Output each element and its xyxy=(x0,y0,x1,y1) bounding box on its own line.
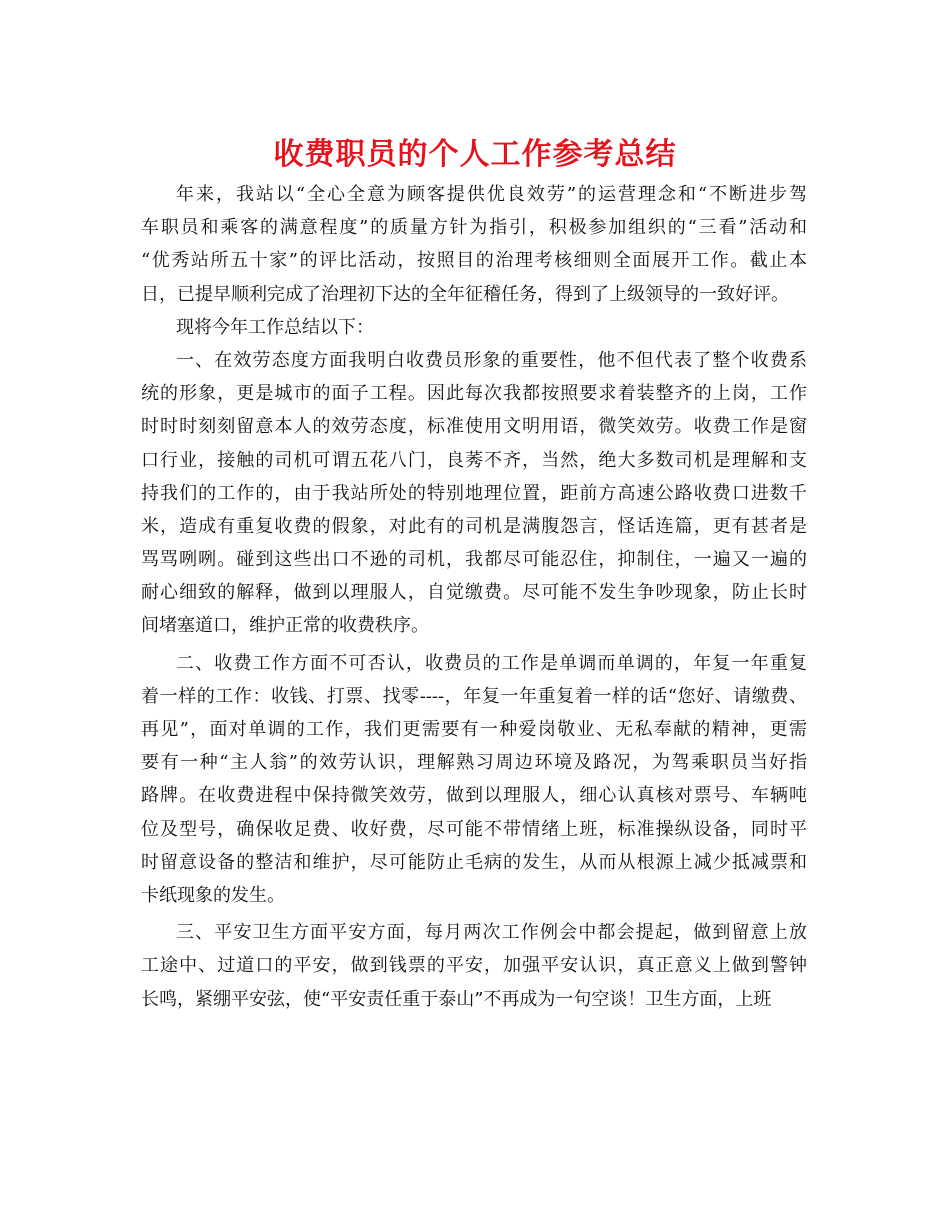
paragraph-line: 年来，我站以“全心全意为顾客提供优良效劳”的运营理念和“不断进步驾 xyxy=(176,184,807,205)
paragraph-line: 位及型号，确保收足费、收好费，尽可能不带情绪上班，标准操纵设备，同时平 xyxy=(141,818,807,840)
paragraph-line: 持我们的工作的，由于我站所处的特别地理位置，距前方高速公路收费口进数千 xyxy=(141,482,807,504)
paragraph-line: 现将今年工作总结以下： xyxy=(176,316,374,338)
paragraph-line: 长鸣，紧绷平安弦，使“平安责任重于泰山”不再成为一句空谈！卫生方面，上班 xyxy=(141,988,772,1010)
paragraph-line: 再见”，面对单调的工作，我们更需要有一种爱岗敬业、无私奉献的精神，更需 xyxy=(141,719,807,740)
paragraph xyxy=(141,344,807,643)
paragraph-line: 二、收费工作方面不可否认，收费员的工作是单调而单调的，年复一年重复 xyxy=(176,652,807,674)
paragraph-line: 工途中、过道口的平安，做到钱票的平安，加强平安认识，真正意义上做到警钟 xyxy=(141,955,807,977)
paragraph-line: 一、在效劳态度方面我明白收费员形象的重要性，他不但代表了整个收费系 xyxy=(176,349,807,371)
document-title: 收费职员的个人工作参考总结 xyxy=(273,137,677,172)
paragraph xyxy=(141,647,807,913)
paragraph-line: 路牌。在收费进程中保持微笑效劳，做到以理服人，细心认真核对票号、车辆吨 xyxy=(141,785,807,807)
paragraph-line: 耐心细致的解释，做到以理服人，自觉缴费。尽可能不发生争吵现象，防止长时 xyxy=(141,582,807,604)
paragraph-line: 要有一种“主人翁”的效劳认识，理解熟习周边环境及路况，为驾乘职员当好指 xyxy=(141,752,807,774)
paragraph xyxy=(141,178,807,311)
paragraph-line: “优秀站所五十家”的评比活动，按照目的治理考核细则全面展开工作。截止本 xyxy=(141,250,807,272)
paragraph-line: 车职员和乘客的满意程度”的质量方针为指引，积极参加组织的“三看”活动和 xyxy=(141,217,807,239)
document-body xyxy=(141,178,807,1016)
paragraph-line: 着一样的工作：收钱、打票、找零----，年复一年重复着一样的话“您好、请缴费、 xyxy=(141,685,807,707)
paragraph-line: 时留意设备的整洁和维护，尽可能防止毛病的发生，从而从根源上减少抵减票和 xyxy=(141,851,807,873)
paragraph-line: 统的形象，更是城市的面子工程。因此每次我都按照要求着装整齐的上岗，工作 xyxy=(141,383,807,405)
paragraph-line: 三、平安卫生方面平安方面，每月两次工作例会中都会提起，做到留意上放 xyxy=(176,922,807,944)
paragraph-line: 间堵塞道口，维护正常的收费秩序。 xyxy=(141,615,429,637)
paragraph xyxy=(141,311,807,344)
paragraph-line: 时时时刻刻留意本人的效劳态度，标准使用文明用语，微笑效劳。收费工作是窗 xyxy=(141,416,807,438)
paragraph-line: 米，造成有重复收费的假象，对此有的司机是满腹怨言，怪话连篇，更有甚者是 xyxy=(141,515,807,537)
paragraph-line: 日，已提早顺利完成了治理初下达的全年征稽任务，得到了上级领导的一致好评。 xyxy=(141,283,789,305)
paragraph-line: 骂骂咧咧。碰到这些出口不逊的司机，我都尽可能忍住，抑制住，一遍又一遍的 xyxy=(141,549,807,571)
paragraph-line: 卡纸现象的发生。 xyxy=(141,884,285,906)
paragraph xyxy=(141,916,807,1016)
paragraph-line: 口行业，接触的司机可谓五花八门，良莠不齐，当然，绝大多数司机是理解和支 xyxy=(141,449,807,471)
